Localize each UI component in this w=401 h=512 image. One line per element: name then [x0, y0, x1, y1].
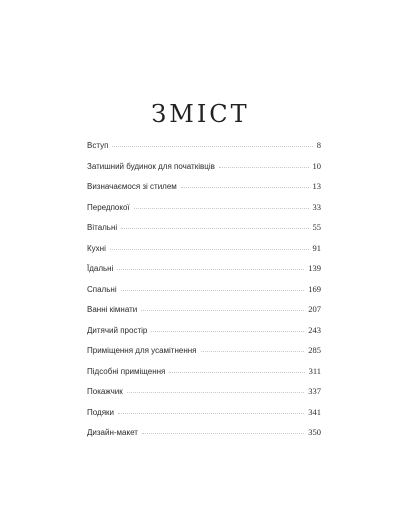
toc-entry-page-number: 350 [308, 427, 321, 437]
toc-dot-leader [181, 187, 309, 188]
toc-entry-page-number: 341 [308, 406, 321, 417]
toc-entry-label: Вступ [87, 141, 109, 150]
toc-entry-page-number: 55 [312, 222, 321, 232]
toc-dot-leader [151, 331, 304, 332]
toc-dot-leader [219, 167, 309, 168]
toc-entry-label: Подяки [87, 407, 114, 417]
toc-dot-leader [201, 351, 305, 352]
toc-dot-leader [117, 269, 304, 270]
toc-entry[interactable] [87, 181, 321, 202]
toc-entry-page-number: 311 [308, 365, 321, 376]
toc-dot-leader [142, 433, 304, 434]
toc-entry-label: Приміщення для усамітнення [87, 346, 197, 355]
toc-entry-page-number: 207 [308, 304, 321, 314]
toc-entry[interactable] [87, 345, 321, 366]
toc-dot-leader [134, 208, 309, 209]
toc-entry[interactable] [87, 366, 321, 387]
toc-entry-page-number: 243 [308, 324, 321, 335]
toc-entry-label: Затишний будинок для початківців [87, 161, 215, 171]
toc-entry-page-number: 33 [312, 201, 321, 212]
toc-dot-leader [121, 290, 305, 291]
toc-entry[interactable] [87, 427, 321, 448]
toc-entry-page-number: 169 [308, 283, 321, 294]
toc-entry[interactable] [87, 325, 321, 346]
toc-dot-leader [110, 249, 309, 250]
toc-entry[interactable] [87, 407, 321, 428]
toc-entry-label: Покажчик [87, 387, 123, 396]
toc-dot-leader [127, 392, 305, 393]
toc-entry-label: Дизайн-макет [87, 428, 138, 437]
toc-entry[interactable] [87, 243, 321, 264]
toc-entry-label: Кухні [87, 243, 106, 253]
toc-dot-leader [121, 228, 308, 229]
toc-entry-page-number: 10 [312, 160, 321, 171]
page-title: ЗМІСТ [151, 100, 250, 129]
toc-entry-page-number: 337 [308, 386, 321, 396]
toc-entry-label: Їдальні [87, 264, 114, 273]
toc-entry-label: Передпокої [87, 202, 130, 212]
toc-dot-leader [141, 310, 304, 311]
toc-entry[interactable] [87, 202, 321, 223]
toc-entry-label: Визначаємося зі стилем [87, 182, 177, 191]
toc-entry[interactable] [87, 222, 321, 243]
table-of-contents [87, 140, 321, 448]
toc-entry-page-number: 8 [316, 140, 321, 150]
toc-entry-label: Спальні [87, 284, 117, 294]
toc-entry-page-number: 13 [312, 181, 321, 191]
toc-entry-page-number: 91 [312, 242, 321, 253]
toc-dot-leader [112, 146, 312, 147]
toc-entry[interactable] [87, 263, 321, 284]
toc-dot-leader [169, 372, 304, 373]
toc-entry-label: Дитячий простір [87, 325, 148, 335]
toc-entry[interactable] [87, 386, 321, 407]
toc-entry-page-number: 285 [308, 345, 321, 355]
toc-entry[interactable] [87, 140, 321, 161]
toc-entry-label: Підсобні приміщення [87, 366, 166, 376]
toc-entry-page-number: 139 [308, 263, 321, 273]
toc-entry[interactable] [87, 284, 321, 305]
toc-entry[interactable] [87, 304, 321, 325]
toc-entry-label: Ванні кімнати [87, 305, 138, 314]
toc-entry-label: Вітальні [87, 223, 118, 232]
toc-entry[interactable] [87, 161, 321, 182]
toc-dot-leader [118, 413, 304, 414]
